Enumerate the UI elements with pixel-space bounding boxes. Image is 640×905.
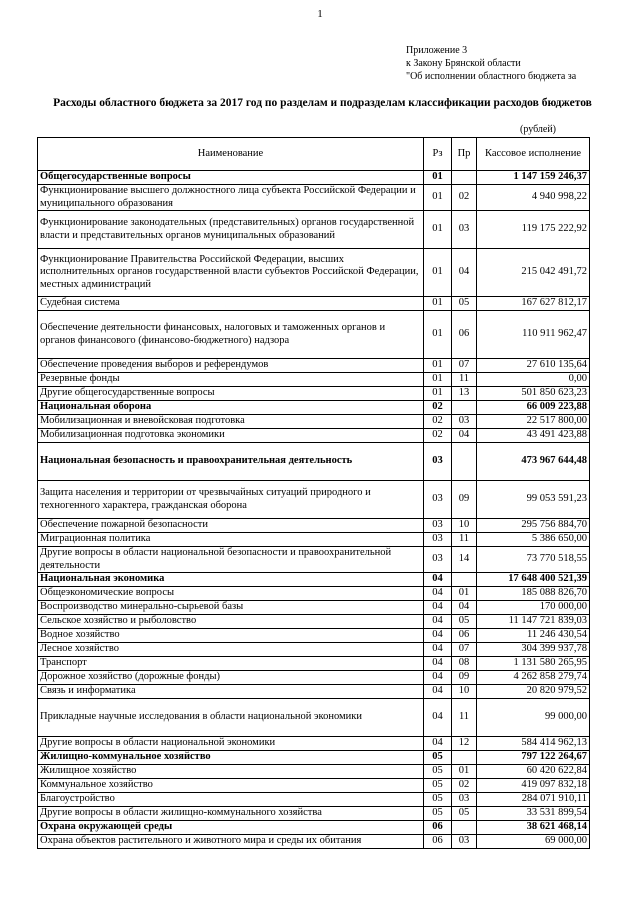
table-row [38, 211, 590, 249]
row-amount: 170 000,00 [477, 601, 590, 615]
row-subsection-code: 01 [452, 765, 477, 779]
row-name: Функционирование законодательных (представительных) органов государственной власти и представительных органов муниципальных образований [38, 211, 424, 249]
appendix-note [406, 44, 576, 83]
row-section-code: 04 [424, 643, 452, 657]
row-section-code: 06 [424, 821, 452, 835]
row-amount: 11 246 430,54 [477, 629, 590, 643]
row-subsection-code: 13 [452, 387, 477, 401]
row-name: Связь и информатика [38, 685, 424, 699]
table-row [38, 807, 590, 821]
table-row [38, 685, 590, 699]
table-row [38, 533, 590, 547]
row-name: Судебная система [38, 297, 424, 311]
row-section-code: 02 [424, 415, 452, 429]
row-name: Национальная оборона [38, 401, 424, 415]
row-amount: 185 088 826,70 [477, 587, 590, 601]
row-amount: 304 399 937,78 [477, 643, 590, 657]
table-row [38, 373, 590, 387]
row-section-code: 04 [424, 587, 452, 601]
row-amount: 66 009 223,88 [477, 401, 590, 415]
table-row [38, 793, 590, 807]
row-subsection-code: 03 [452, 793, 477, 807]
row-name: Функционирование Правительства Российской Федерации, высших исполнительных органов государственной власти субъектов Российской Федерации, местных администраций [38, 249, 424, 297]
table-body [38, 171, 590, 849]
row-amount: 38 621 468,14 [477, 821, 590, 835]
table-row [38, 657, 590, 671]
row-amount: 473 967 644,48 [477, 443, 590, 481]
row-subsection-code: 07 [452, 643, 477, 657]
row-name: Мобилизационная подготовка экономики [38, 429, 424, 443]
row-section-code: 04 [424, 737, 452, 751]
row-name: Обеспечение пожарной безопасности [38, 519, 424, 533]
row-amount: 215 042 491,72 [477, 249, 590, 297]
table-row [38, 311, 590, 359]
row-amount: 167 627 812,17 [477, 297, 590, 311]
row-amount: 11 147 721 839,03 [477, 615, 590, 629]
row-name: Общегосударственные вопросы [38, 171, 424, 185]
row-section-code: 05 [424, 793, 452, 807]
row-amount: 43 491 423,88 [477, 429, 590, 443]
table-row [38, 401, 590, 415]
table-row [38, 547, 590, 573]
row-subsection-code: 11 [452, 699, 477, 737]
row-name: Лесное хозяйство [38, 643, 424, 657]
table-row [38, 481, 590, 519]
units-label: (рублей) [520, 124, 557, 135]
row-amount: 1 131 580 265,95 [477, 657, 590, 671]
row-amount: 1 147 159 246,37 [477, 171, 590, 185]
row-subsection-code: 10 [452, 685, 477, 699]
row-amount: 22 517 800,00 [477, 415, 590, 429]
row-subsection-code: 01 [452, 587, 477, 601]
row-section-code: 04 [424, 601, 452, 615]
row-amount: 33 531 899,54 [477, 807, 590, 821]
row-subsection-code: 05 [452, 297, 477, 311]
row-name: Охрана окружающей среды [38, 821, 424, 835]
row-section-code: 02 [424, 401, 452, 415]
row-name: Коммунальное хозяйство [38, 779, 424, 793]
table-row [38, 821, 590, 835]
row-amount: 69 000,00 [477, 835, 590, 849]
row-amount: 99 000,00 [477, 699, 590, 737]
table-row [38, 171, 590, 185]
row-amount: 27 610 135,64 [477, 359, 590, 373]
row-section-code: 05 [424, 751, 452, 765]
column-header-section: Рз [424, 138, 452, 171]
row-name: Транспорт [38, 657, 424, 671]
column-header-amount: Кассовое исполнение [477, 138, 590, 171]
row-subsection-code [452, 443, 477, 481]
table-row [38, 415, 590, 429]
row-section-code: 04 [424, 699, 452, 737]
row-subsection-code: 08 [452, 657, 477, 671]
row-name: Резервные фонды [38, 373, 424, 387]
row-subsection-code: 14 [452, 547, 477, 573]
row-name: Дорожное хозяйство (дорожные фонды) [38, 671, 424, 685]
row-section-code: 01 [424, 373, 452, 387]
row-subsection-code: 09 [452, 481, 477, 519]
row-amount: 73 770 518,55 [477, 547, 590, 573]
row-name: Защита населения и территории от чрезвычайных ситуаций природного и техногенного характера, гражданская оборона [38, 481, 424, 519]
row-subsection-code: 09 [452, 671, 477, 685]
row-name: Обеспечение деятельности финансовых, налоговых и таможенных органов и органов финансового (финансово-бюджетного) надзора [38, 311, 424, 359]
table-row [38, 573, 590, 587]
row-section-code: 01 [424, 249, 452, 297]
row-section-code: 01 [424, 359, 452, 373]
table-row [38, 587, 590, 601]
row-subsection-code: 03 [452, 835, 477, 849]
table-row [38, 359, 590, 373]
row-section-code: 06 [424, 835, 452, 849]
row-amount: 0,00 [477, 373, 590, 387]
row-subsection-code: 05 [452, 615, 477, 629]
row-name: Функционирование высшего должностного лица субъекта Российской Федерации и муниципального образования [38, 185, 424, 211]
row-subsection-code [452, 573, 477, 587]
table-row [38, 835, 590, 849]
row-section-code: 03 [424, 547, 452, 573]
table-row [38, 443, 590, 481]
row-amount: 419 097 832,18 [477, 779, 590, 793]
row-subsection-code: 06 [452, 311, 477, 359]
row-section-code: 04 [424, 685, 452, 699]
row-subsection-code: 05 [452, 807, 477, 821]
row-subsection-code: 10 [452, 519, 477, 533]
row-section-code: 04 [424, 629, 452, 643]
row-subsection-code: 02 [452, 779, 477, 793]
row-amount: 4 940 998,22 [477, 185, 590, 211]
row-section-code: 01 [424, 311, 452, 359]
table-row [38, 249, 590, 297]
row-section-code: 03 [424, 519, 452, 533]
appendix-line: к Закону Брянской области [406, 58, 521, 69]
row-subsection-code: 07 [452, 359, 477, 373]
row-section-code: 02 [424, 429, 452, 443]
row-amount: 284 071 910,11 [477, 793, 590, 807]
row-section-code: 04 [424, 573, 452, 587]
row-name: Общеэкономические вопросы [38, 587, 424, 601]
row-name: Жилищное хозяйство [38, 765, 424, 779]
row-name: Национальная экономика [38, 573, 424, 587]
row-name: Миграционная политика [38, 533, 424, 547]
expenditure-table [37, 137, 590, 849]
row-section-code: 05 [424, 765, 452, 779]
row-amount: 295 756 884,70 [477, 519, 590, 533]
row-amount: 584 414 962,13 [477, 737, 590, 751]
row-name: Национальная безопасность и правоохранительная деятельность [38, 443, 424, 481]
table-row [38, 601, 590, 615]
row-name: Другие вопросы в области национальной экономики [38, 737, 424, 751]
row-section-code: 04 [424, 657, 452, 671]
page-number: 1 [317, 8, 323, 20]
row-section-code: 04 [424, 671, 452, 685]
row-subsection-code: 03 [452, 211, 477, 249]
table-row [38, 429, 590, 443]
table-row [38, 737, 590, 751]
row-amount: 20 820 979,52 [477, 685, 590, 699]
row-section-code: 03 [424, 443, 452, 481]
row-section-code: 03 [424, 481, 452, 519]
table-row [38, 765, 590, 779]
column-header-subsection: Пр [452, 138, 477, 171]
appendix-line: Приложение 3 [406, 45, 468, 56]
row-section-code: 03 [424, 533, 452, 547]
row-name: Обеспечение проведения выборов и референдумов [38, 359, 424, 373]
row-amount: 4 262 858 279,74 [477, 671, 590, 685]
row-subsection-code: 06 [452, 629, 477, 643]
document-title: Расходы областного бюджета за 2017 год по разделам и подразделам классификации расходов бюджетов [53, 97, 592, 109]
table-row [38, 185, 590, 211]
row-subsection-code [452, 751, 477, 765]
row-amount: 60 420 622,84 [477, 765, 590, 779]
column-header-name: Наименование [38, 138, 424, 171]
table-row [38, 751, 590, 765]
row-name: Другие вопросы в области жилищно-коммунального хозяйства [38, 807, 424, 821]
table-row [38, 629, 590, 643]
row-subsection-code [452, 821, 477, 835]
row-name: Благоустройство [38, 793, 424, 807]
row-section-code: 01 [424, 171, 452, 185]
row-name: Другие вопросы в области национальной безопасности и правоохранительной деятельности [38, 547, 424, 573]
row-name: Жилищно-коммунальное хозяйство [38, 751, 424, 765]
row-amount: 119 175 222,92 [477, 211, 590, 249]
row-section-code: 01 [424, 387, 452, 401]
row-section-code: 01 [424, 297, 452, 311]
row-subsection-code [452, 401, 477, 415]
row-amount: 797 122 264,67 [477, 751, 590, 765]
row-amount: 5 386 650,00 [477, 533, 590, 547]
table-row [38, 615, 590, 629]
table-row [38, 643, 590, 657]
row-name: Водное хозяйство [38, 629, 424, 643]
row-name: Другие общегосударственные вопросы [38, 387, 424, 401]
row-subsection-code: 04 [452, 429, 477, 443]
row-subsection-code: 11 [452, 373, 477, 387]
row-subsection-code: 03 [452, 415, 477, 429]
row-name: Охрана объектов растительного и животного мира и среды их обитания [38, 835, 424, 849]
row-section-code: 04 [424, 615, 452, 629]
row-subsection-code: 12 [452, 737, 477, 751]
table-row [38, 519, 590, 533]
row-subsection-code: 04 [452, 601, 477, 615]
row-amount: 17 648 400 521,39 [477, 573, 590, 587]
row-name: Мобилизационная и вневойсковая подготовка [38, 415, 424, 429]
row-name: Сельское хозяйство и рыболовство [38, 615, 424, 629]
row-name: Воспроизводство минерально-сырьевой базы [38, 601, 424, 615]
row-subsection-code: 11 [452, 533, 477, 547]
row-section-code: 01 [424, 185, 452, 211]
row-section-code: 05 [424, 807, 452, 821]
table-row [38, 671, 590, 685]
table-row [38, 699, 590, 737]
appendix-line: "Об исполнении областного бюджета за [406, 71, 577, 82]
row-subsection-code [452, 171, 477, 185]
table-row [38, 779, 590, 793]
row-section-code: 01 [424, 211, 452, 249]
row-section-code: 05 [424, 779, 452, 793]
row-subsection-code: 02 [452, 185, 477, 211]
table-row [38, 297, 590, 311]
row-amount: 99 053 591,23 [477, 481, 590, 519]
table-row [38, 387, 590, 401]
row-name: Прикладные научные исследования в области национальной экономики [38, 699, 424, 737]
row-amount: 110 911 962,47 [477, 311, 590, 359]
row-subsection-code: 04 [452, 249, 477, 297]
row-amount: 501 850 623,23 [477, 387, 590, 401]
